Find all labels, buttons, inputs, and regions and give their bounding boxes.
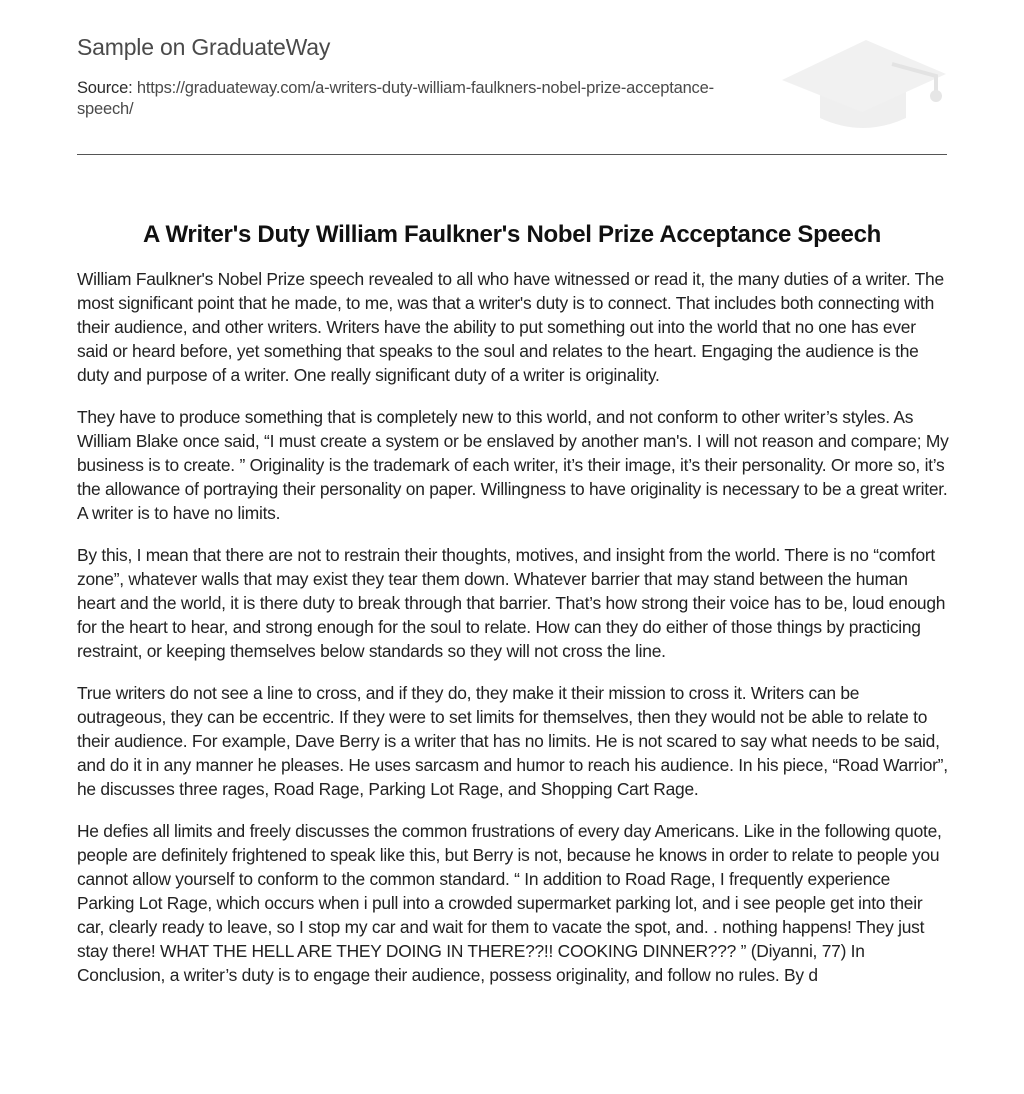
paragraph: William Faulkner's Nobel Prize speech revealed to all who have witnessed or read it, the many duties of a writer. The most significant point that he made, to me, was that a writer's duty is to connect. That includes both connecting with their audience, and other writers. Writers have the ability to put something out into the world that no one has ever said or heard before, yet something that speaks to the soul and relates to the heart. Engaging the audience is the duty and purpose of a writer. One really significant duty of a writer is originality. — [77, 269, 944, 385]
source-label: Source: — [77, 79, 133, 97]
article-body — [77, 267, 949, 1005]
paragraph: He defies all limits and freely discusses the common frustrations of every day Americans. Like in the following quote, people are definitely frightened to speak like this, but Berry is not, because he knows in order to relate to people you cannot allow yourself to conform to the common standard. “ In addition to Road Rage, I frequently experience Parking Lot Rage, which occurs when i pull into a crowded supermarket parking lot, and i see people get into their car, clearly ready to leave, so I stop my car and wait for them to vacate the spot, and. . nothing happens! They just stay there! WHAT THE HELL ARE THEY DOING IN THERE??!! COOKING DINNER??? ” (Diyanni, 77) In Conclusion, a writer’s duty is to engage their audience, possess originality, and follow no rules. By d — [77, 821, 942, 985]
paragraph: True writers do not see a line to cross, and if they do, they make it their mission to cross it. Writers can be outrageous, they can be eccentric. If they were to set limits for themselves, then they would not be able to relate to their audience. For example, Dave Berry is a writer that has no limits. He is not scared to say what needs to be said, and do it in any manner he pleases. He uses sarcasm and humor to reach his audience. In his piece, “Road Warrior”, he discusses three rages, Road Rage, Parking Lot Rage, and Shopping Cart Rage. — [77, 683, 948, 799]
paragraph: They have to produce something that is completely new to this world, and not conform to other writer’s styles. As William Blake once said, “I must create a system or be enslaved by another man's. I will not reason and compare; My business is to create. ” Originality is the trademark of each writer, it’s their image, it’s their personality. Or more so, it’s the allowance of portraying their personality on paper. Willingness to have originality is necessary to be a great writer. A writer is to have no limits. — [77, 407, 949, 523]
graduation-cap-icon — [780, 30, 946, 132]
header-divider — [77, 154, 947, 155]
article-title: A Writer's Duty William Faulkner's Nobel Prize Acceptance Speech — [142, 221, 881, 249]
source-line — [77, 78, 737, 120]
paragraph: By this, I mean that there are not to restrain their thoughts, motives, and insight from the world. There is no “comfort zone”, whatever walls that may exist they tear them down. Whatever barrier that may stand between the human heart and the world, it is there duty to break through that barrier. That’s how strong their voice has to be, loud enough for the heart to hear, and strong enough for the soul to relate. How can they do either of those things by practicing restraint, or keeping themselves below standards so they will not cross the line. — [77, 545, 946, 661]
site-title: Sample on GraduateWay — [77, 34, 331, 60]
source-link[interactable]: https://graduateway.com/a-writers-duty-william-faulkners-nobel-prize-acceptance-speech/ — [77, 79, 714, 118]
page-header — [77, 0, 947, 155]
